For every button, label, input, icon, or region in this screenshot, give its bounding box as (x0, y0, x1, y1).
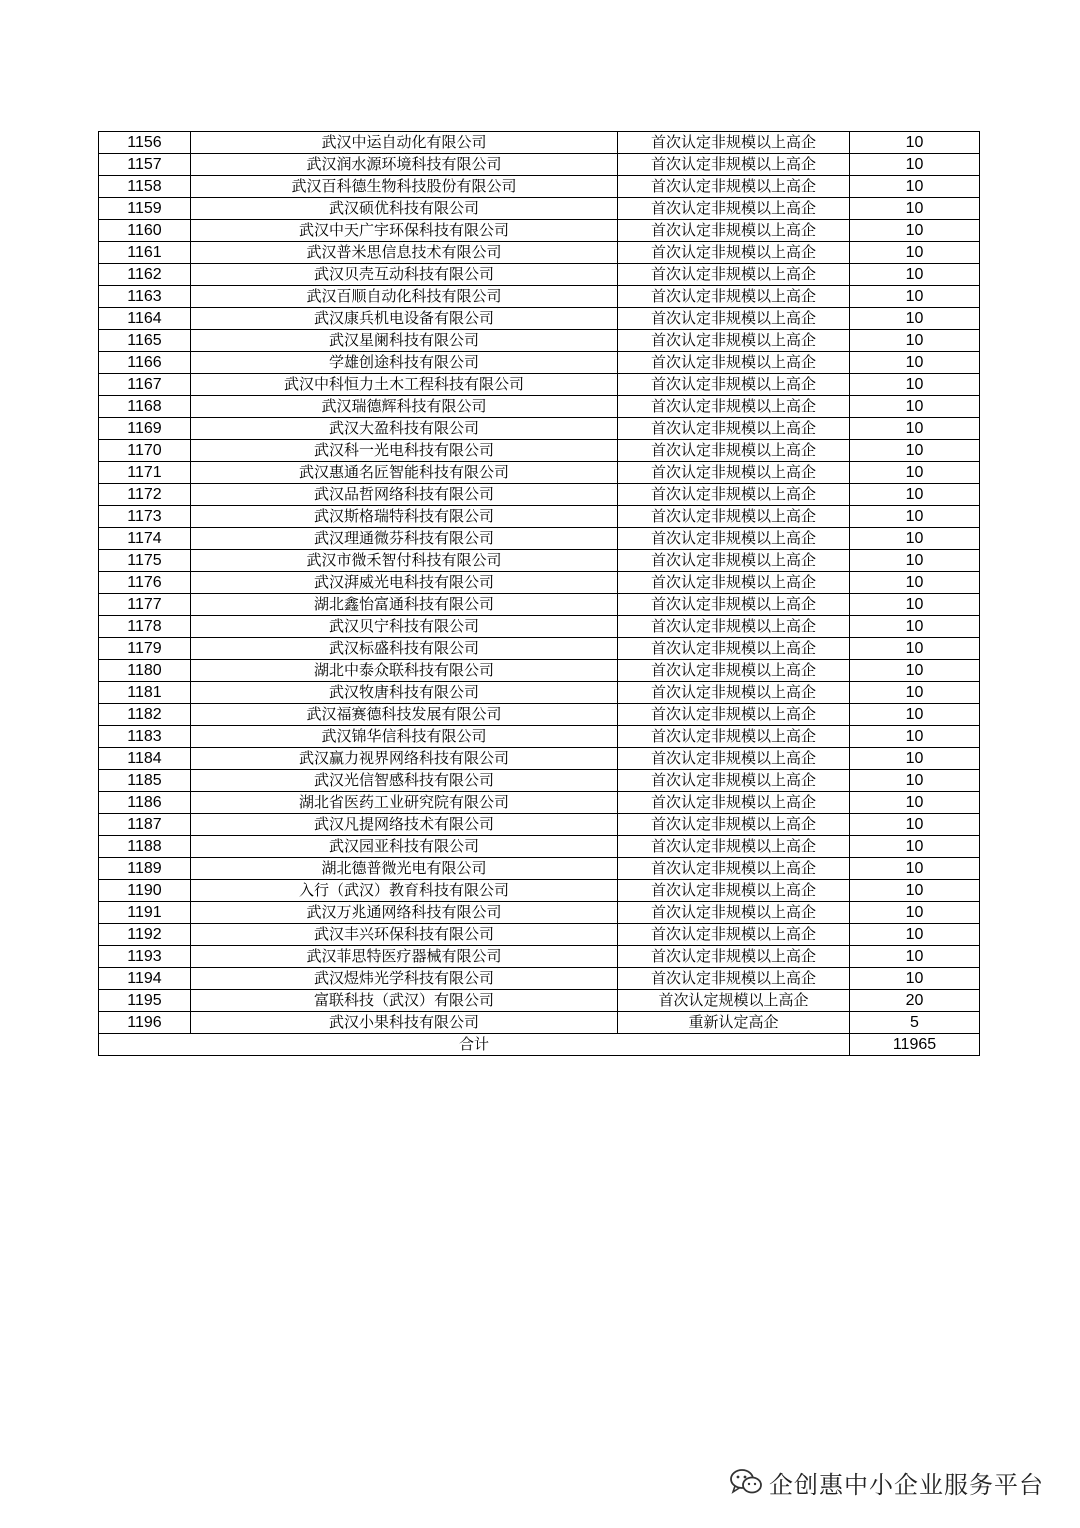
table-row (99, 902, 980, 924)
company-name-cell: 武汉园亚科技有限公司 (191, 836, 618, 858)
row-number-cell: 1166 (99, 352, 191, 374)
category-cell: 首次认定非规模以上高企 (618, 286, 850, 308)
company-name-cell: 武汉中天广宇环保科技有限公司 (191, 220, 618, 242)
company-name-cell: 武汉斯格瑞特科技有限公司 (191, 506, 618, 528)
amount-cell: 10 (850, 572, 980, 594)
category-cell: 首次认定非规模以上高企 (618, 792, 850, 814)
amount-cell: 10 (850, 286, 980, 308)
amount-cell: 10 (850, 154, 980, 176)
amount-cell: 10 (850, 528, 980, 550)
row-number-cell: 1174 (99, 528, 191, 550)
category-cell: 首次认定非规模以上高企 (618, 968, 850, 990)
table-row (99, 286, 980, 308)
table-row (99, 220, 980, 242)
company-name-cell: 武汉牧唐科技有限公司 (191, 682, 618, 704)
row-number-cell: 1195 (99, 990, 191, 1012)
table-row (99, 880, 980, 902)
table-row (99, 374, 980, 396)
row-number-cell: 1184 (99, 748, 191, 770)
amount-cell: 10 (850, 638, 980, 660)
company-name-cell: 武汉标盛科技有限公司 (191, 638, 618, 660)
category-cell: 首次认定非规模以上高企 (618, 726, 850, 748)
company-name-cell: 武汉大盈科技有限公司 (191, 418, 618, 440)
company-name-cell: 武汉菲思特医疗器械有限公司 (191, 946, 618, 968)
category-cell: 首次认定非规模以上高企 (618, 682, 850, 704)
row-number-cell: 1192 (99, 924, 191, 946)
row-number-cell: 1163 (99, 286, 191, 308)
company-name-cell: 湖北省医药工业研究院有限公司 (191, 792, 618, 814)
category-cell: 首次认定非规模以上高企 (618, 440, 850, 462)
category-cell: 重新认定高企 (618, 1012, 850, 1034)
table-row (99, 990, 980, 1012)
row-number-cell: 1179 (99, 638, 191, 660)
company-name-cell: 武汉普米思信息技术有限公司 (191, 242, 618, 264)
amount-cell: 10 (850, 264, 980, 286)
row-number-cell: 1168 (99, 396, 191, 418)
table-row (99, 968, 980, 990)
amount-cell: 10 (850, 418, 980, 440)
company-name-cell: 武汉福赛德科技发展有限公司 (191, 704, 618, 726)
category-cell: 首次认定非规模以上高企 (618, 836, 850, 858)
row-number-cell: 1186 (99, 792, 191, 814)
subsidy-table (98, 131, 980, 1056)
company-name-cell: 武汉理通微芬科技有限公司 (191, 528, 618, 550)
row-number-cell: 1190 (99, 880, 191, 902)
row-number-cell: 1169 (99, 418, 191, 440)
table-row (99, 836, 980, 858)
category-cell: 首次认定非规模以上高企 (618, 264, 850, 286)
table-body (99, 132, 980, 1056)
category-cell: 首次认定非规模以上高企 (618, 880, 850, 902)
company-name-cell: 武汉锦华信科技有限公司 (191, 726, 618, 748)
amount-cell: 10 (850, 220, 980, 242)
amount-cell: 10 (850, 440, 980, 462)
category-cell: 首次认定非规模以上高企 (618, 594, 850, 616)
table-row (99, 308, 980, 330)
amount-cell: 10 (850, 968, 980, 990)
amount-cell: 10 (850, 814, 980, 836)
category-cell: 首次认定非规模以上高企 (618, 374, 850, 396)
company-name-cell: 武汉科一光电科技有限公司 (191, 440, 618, 462)
amount-cell: 10 (850, 308, 980, 330)
table-row (99, 858, 980, 880)
table-row (99, 726, 980, 748)
row-number-cell: 1188 (99, 836, 191, 858)
amount-cell: 10 (850, 132, 980, 154)
category-cell: 首次认定非规模以上高企 (618, 132, 850, 154)
amount-cell: 20 (850, 990, 980, 1012)
category-cell: 首次认定非规模以上高企 (618, 946, 850, 968)
table-row (99, 638, 980, 660)
company-name-cell: 武汉凡提网络技术有限公司 (191, 814, 618, 836)
amount-cell: 10 (850, 792, 980, 814)
category-cell: 首次认定非规模以上高企 (618, 704, 850, 726)
category-cell: 首次认定非规模以上高企 (618, 550, 850, 572)
row-number-cell: 1161 (99, 242, 191, 264)
row-number-cell: 1157 (99, 154, 191, 176)
row-number-cell: 1173 (99, 506, 191, 528)
amount-cell: 5 (850, 1012, 980, 1034)
category-cell: 首次认定非规模以上高企 (618, 638, 850, 660)
company-name-cell: 湖北鑫怡富通科技有限公司 (191, 594, 618, 616)
amount-cell: 10 (850, 176, 980, 198)
amount-cell: 10 (850, 770, 980, 792)
table-row (99, 132, 980, 154)
row-number-cell: 1165 (99, 330, 191, 352)
category-cell: 首次认定非规模以上高企 (618, 924, 850, 946)
amount-cell: 10 (850, 242, 980, 264)
amount-cell: 10 (850, 660, 980, 682)
category-cell: 首次认定非规模以上高企 (618, 814, 850, 836)
category-cell: 首次认定非规模以上高企 (618, 198, 850, 220)
row-number-cell: 1164 (99, 308, 191, 330)
table-row (99, 594, 980, 616)
table-row (99, 528, 980, 550)
category-cell: 首次认定非规模以上高企 (618, 462, 850, 484)
amount-cell: 10 (850, 880, 980, 902)
amount-cell: 10 (850, 484, 980, 506)
category-cell: 首次认定非规模以上高企 (618, 858, 850, 880)
table-row (99, 440, 980, 462)
row-number-cell: 1159 (99, 198, 191, 220)
category-cell: 首次认定非规模以上高企 (618, 352, 850, 374)
row-number-cell: 1177 (99, 594, 191, 616)
total-value-cell: 11965 (850, 1034, 980, 1056)
row-number-cell: 1183 (99, 726, 191, 748)
amount-cell: 10 (850, 594, 980, 616)
category-cell: 首次认定非规模以上高企 (618, 154, 850, 176)
category-cell: 首次认定非规模以上高企 (618, 176, 850, 198)
row-number-cell: 1185 (99, 770, 191, 792)
amount-cell: 10 (850, 506, 980, 528)
category-cell: 首次认定非规模以上高企 (618, 748, 850, 770)
table-row (99, 572, 980, 594)
category-cell: 首次认定非规模以上高企 (618, 396, 850, 418)
amount-cell: 10 (850, 902, 980, 924)
category-cell: 首次认定非规模以上高企 (618, 528, 850, 550)
table-row (99, 506, 980, 528)
table-row (99, 1012, 980, 1034)
amount-cell: 10 (850, 726, 980, 748)
category-cell: 首次认定非规模以上高企 (618, 330, 850, 352)
total-label-cell: 合计 (99, 1034, 850, 1056)
amount-cell: 10 (850, 616, 980, 638)
table-row (99, 352, 980, 374)
amount-cell: 10 (850, 858, 980, 880)
category-cell: 首次认定非规模以上高企 (618, 660, 850, 682)
table-row (99, 264, 980, 286)
row-number-cell: 1187 (99, 814, 191, 836)
company-name-cell: 入行（武汉）教育科技有限公司 (191, 880, 618, 902)
category-cell: 首次认定非规模以上高企 (618, 308, 850, 330)
company-name-cell: 武汉万兆通网络科技有限公司 (191, 902, 618, 924)
category-cell: 首次认定非规模以上高企 (618, 506, 850, 528)
row-number-cell: 1178 (99, 616, 191, 638)
table-row (99, 550, 980, 572)
company-name-cell: 学雄创途科技有限公司 (191, 352, 618, 374)
row-number-cell: 1156 (99, 132, 191, 154)
amount-cell: 10 (850, 198, 980, 220)
company-name-cell: 武汉赢力视界网络科技有限公司 (191, 748, 618, 770)
amount-cell: 10 (850, 682, 980, 704)
table-row (99, 814, 980, 836)
row-number-cell: 1189 (99, 858, 191, 880)
table-row (99, 176, 980, 198)
row-number-cell: 1196 (99, 1012, 191, 1034)
row-number-cell: 1194 (99, 968, 191, 990)
company-name-cell: 湖北德普微光电有限公司 (191, 858, 618, 880)
watermark (729, 1462, 1044, 1502)
category-cell: 首次认定非规模以上高企 (618, 418, 850, 440)
company-name-cell: 武汉硕优科技有限公司 (191, 198, 618, 220)
row-number-cell: 1170 (99, 440, 191, 462)
company-name-cell: 湖北中泰众联科技有限公司 (191, 660, 618, 682)
table-row (99, 154, 980, 176)
row-number-cell: 1171 (99, 462, 191, 484)
row-number-cell: 1162 (99, 264, 191, 286)
category-cell: 首次认定规模以上高企 (618, 990, 850, 1012)
table-row (99, 704, 980, 726)
amount-cell: 10 (850, 924, 980, 946)
amount-cell: 10 (850, 330, 980, 352)
row-number-cell: 1181 (99, 682, 191, 704)
table-row (99, 616, 980, 638)
category-cell: 首次认定非规模以上高企 (618, 484, 850, 506)
company-name-cell: 武汉贝壳互动科技有限公司 (191, 264, 618, 286)
table-row (99, 924, 980, 946)
company-name-cell: 武汉湃威光电科技有限公司 (191, 572, 618, 594)
row-number-cell: 1160 (99, 220, 191, 242)
row-number-cell: 1191 (99, 902, 191, 924)
company-name-cell: 武汉品哲网络科技有限公司 (191, 484, 618, 506)
watermark-text: 企创惠中小企业服务平台 (769, 1470, 1044, 1499)
company-name-cell: 武汉煜炜光学科技有限公司 (191, 968, 618, 990)
wechat-icon (729, 1467, 763, 1497)
amount-cell: 10 (850, 550, 980, 572)
company-name-cell: 武汉星阑科技有限公司 (191, 330, 618, 352)
company-name-cell: 富联科技（武汉）有限公司 (191, 990, 618, 1012)
amount-cell: 10 (850, 704, 980, 726)
category-cell: 首次认定非规模以上高企 (618, 242, 850, 264)
amount-cell: 10 (850, 836, 980, 858)
table-row (99, 418, 980, 440)
row-number-cell: 1180 (99, 660, 191, 682)
table-row (99, 396, 980, 418)
amount-cell: 10 (850, 462, 980, 484)
company-name-cell: 武汉康兵机电设备有限公司 (191, 308, 618, 330)
table-row (99, 946, 980, 968)
category-cell: 首次认定非规模以上高企 (618, 220, 850, 242)
table-row (99, 770, 980, 792)
company-name-cell: 武汉光信智感科技有限公司 (191, 770, 618, 792)
category-cell: 首次认定非规模以上高企 (618, 902, 850, 924)
total-row (99, 1034, 980, 1056)
row-number-cell: 1193 (99, 946, 191, 968)
category-cell: 首次认定非规模以上高企 (618, 770, 850, 792)
company-name-cell: 武汉百科德生物科技股份有限公司 (191, 176, 618, 198)
company-name-cell: 武汉百顺自动化科技有限公司 (191, 286, 618, 308)
table-row (99, 198, 980, 220)
table-row (99, 792, 980, 814)
company-name-cell: 武汉惠通名匠智能科技有限公司 (191, 462, 618, 484)
company-name-cell: 武汉中科恒力土木工程科技有限公司 (191, 374, 618, 396)
table-row (99, 484, 980, 506)
table-row (99, 660, 980, 682)
row-number-cell: 1182 (99, 704, 191, 726)
amount-cell: 10 (850, 748, 980, 770)
table-row (99, 682, 980, 704)
row-number-cell: 1172 (99, 484, 191, 506)
company-name-cell: 武汉市微禾智付科技有限公司 (191, 550, 618, 572)
category-cell: 首次认定非规模以上高企 (618, 572, 850, 594)
amount-cell: 10 (850, 396, 980, 418)
row-number-cell: 1176 (99, 572, 191, 594)
company-name-cell: 武汉丰兴环保科技有限公司 (191, 924, 618, 946)
amount-cell: 10 (850, 374, 980, 396)
company-name-cell: 武汉中运自动化有限公司 (191, 132, 618, 154)
company-name-cell: 武汉贝宁科技有限公司 (191, 616, 618, 638)
row-number-cell: 1158 (99, 176, 191, 198)
row-number-cell: 1175 (99, 550, 191, 572)
company-name-cell: 武汉小果科技有限公司 (191, 1012, 618, 1034)
row-number-cell: 1167 (99, 374, 191, 396)
amount-cell: 10 (850, 946, 980, 968)
company-name-cell: 武汉瑞德辉科技有限公司 (191, 396, 618, 418)
table-row (99, 748, 980, 770)
category-cell: 首次认定非规模以上高企 (618, 616, 850, 638)
table-row (99, 462, 980, 484)
company-name-cell: 武汉润水源环境科技有限公司 (191, 154, 618, 176)
table-row (99, 242, 980, 264)
amount-cell: 10 (850, 352, 980, 374)
table-row (99, 330, 980, 352)
